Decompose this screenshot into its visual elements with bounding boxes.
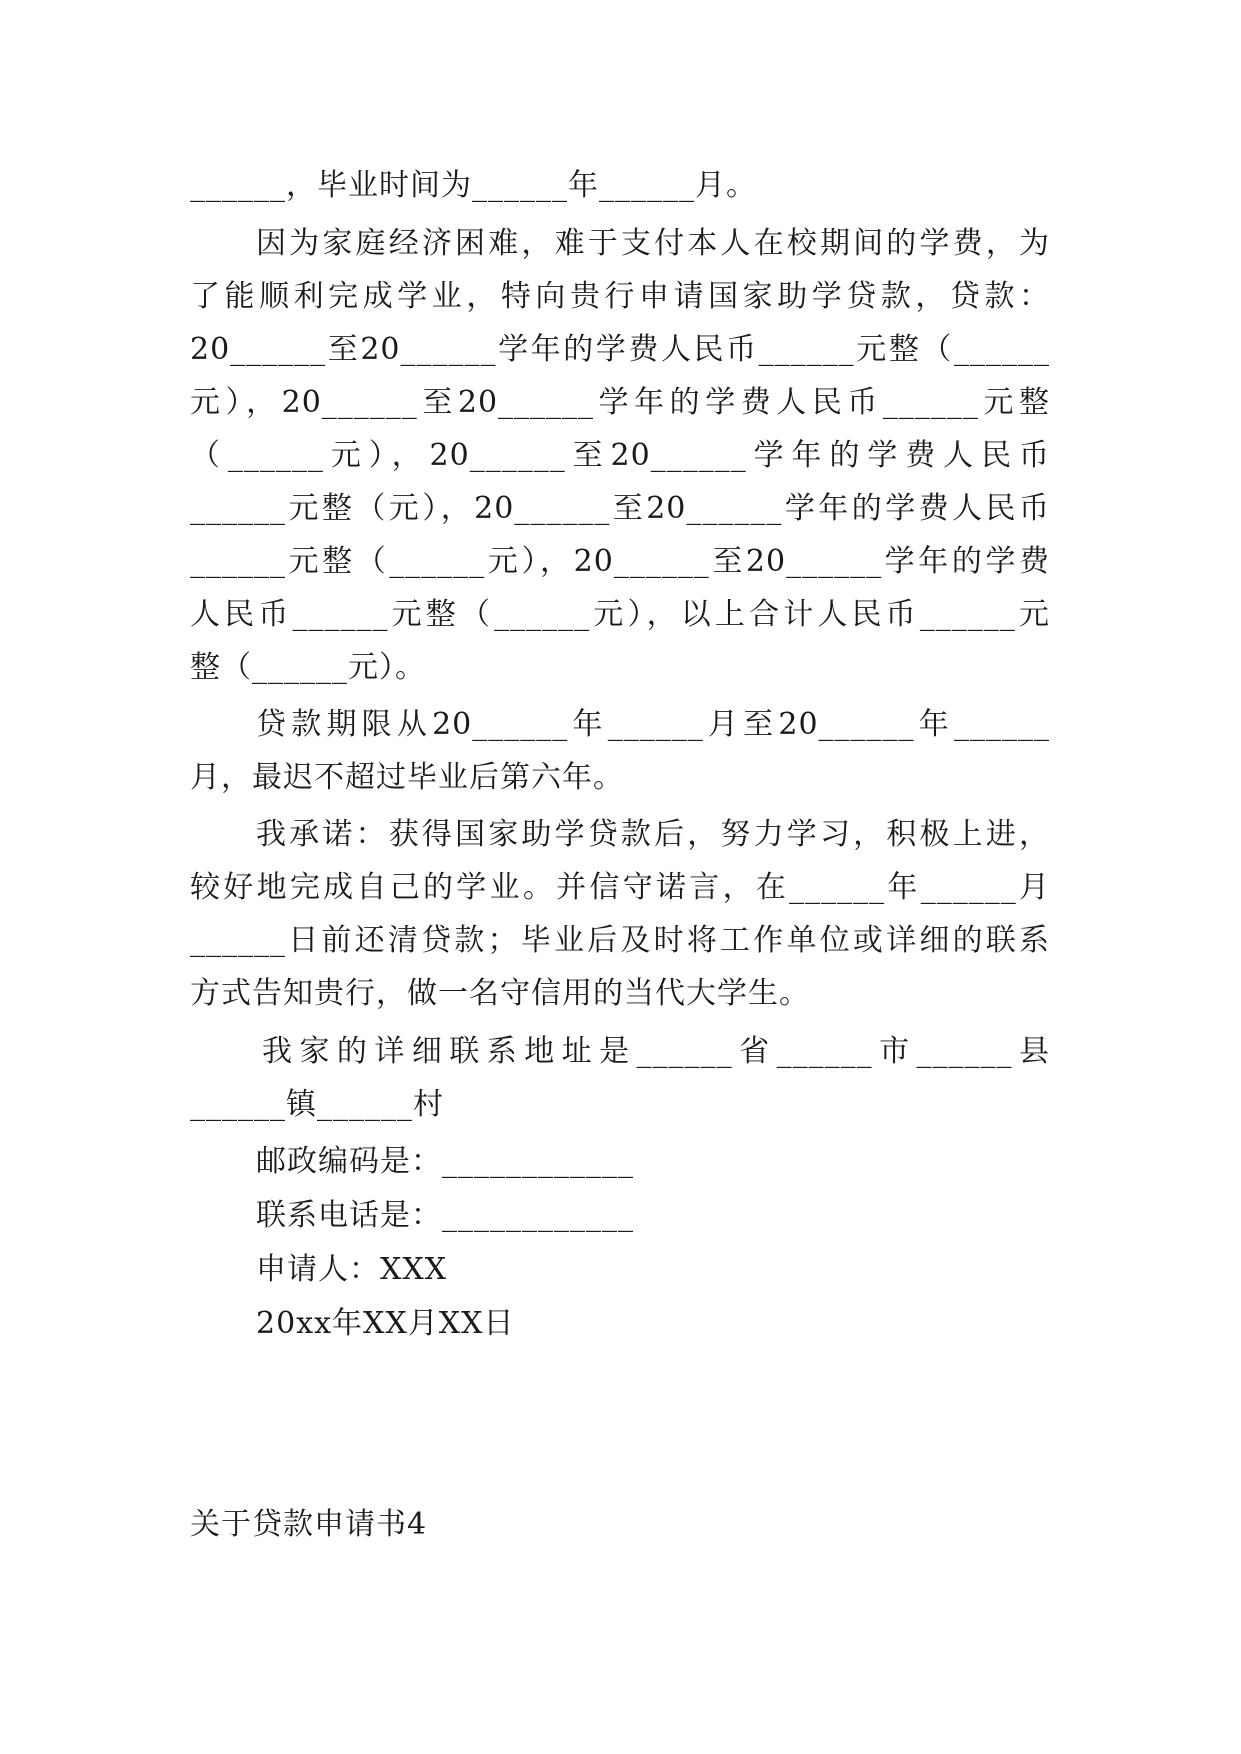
body-line-9: 人民币______元整（______元），以上合计人民币______元 [190,597,1050,632]
body-line-4: 20______至20______学年的学费人民币______元整（______ [190,332,1050,367]
next-section-heading: 关于贷款申请书4 [190,1507,428,1542]
body-line-16: 方式告知贵行，做一名守信用的当代大学生。 [190,976,810,1011]
body-line-8: ______元整（______元），20______至20______学年的学费 [190,544,1050,579]
body-line-6: （______元），20______至20______学年的学费人民币 [190,438,1050,473]
body-line-17: 我家的详细联系地址是______省______市______县 [262,1034,1050,1069]
body-line-7: ______元整（元），20______至20______学年的学费人民币 [190,491,1050,526]
phone-line: 联系电话是：____________ [256,1198,634,1233]
body-line-15: ______日前还清贷款；毕业后及时将工作单位或详细的联系 [190,923,1050,958]
body-line-2: 因为家庭经济困难，难于支付本人在校期间的学费，为 [256,226,1050,261]
body-line-10: 整（______元）。 [190,650,426,685]
body-line-11: 贷款期限从20______年______月至20______年______ [256,707,1050,742]
body-line-5: 元），20______至20______学年的学费人民币______元整 [190,385,1050,420]
applicant-line: 申请人：XXX [256,1252,448,1287]
date-line: 20xx年XX月XX日 [256,1306,515,1341]
body-line-1: ______，毕业时间为______年______月。 [190,168,757,203]
body-line-3: 了能顺利完成学业，特向贵行申请国家助学贷款，贷款： [190,279,1050,314]
body-line-13: 我承诺：获得国家助学贷款后，努力学习，积极上进， [256,817,1050,852]
body-line-12: 月，最迟不超过毕业后第六年。 [190,760,624,795]
body-line-14: 较好地完成自己的学业。并信守诺言，在______年______月 [190,870,1050,905]
body-line-18: ______镇______村 [190,1087,444,1122]
postal-code-line: 邮政编码是：____________ [256,1144,634,1179]
